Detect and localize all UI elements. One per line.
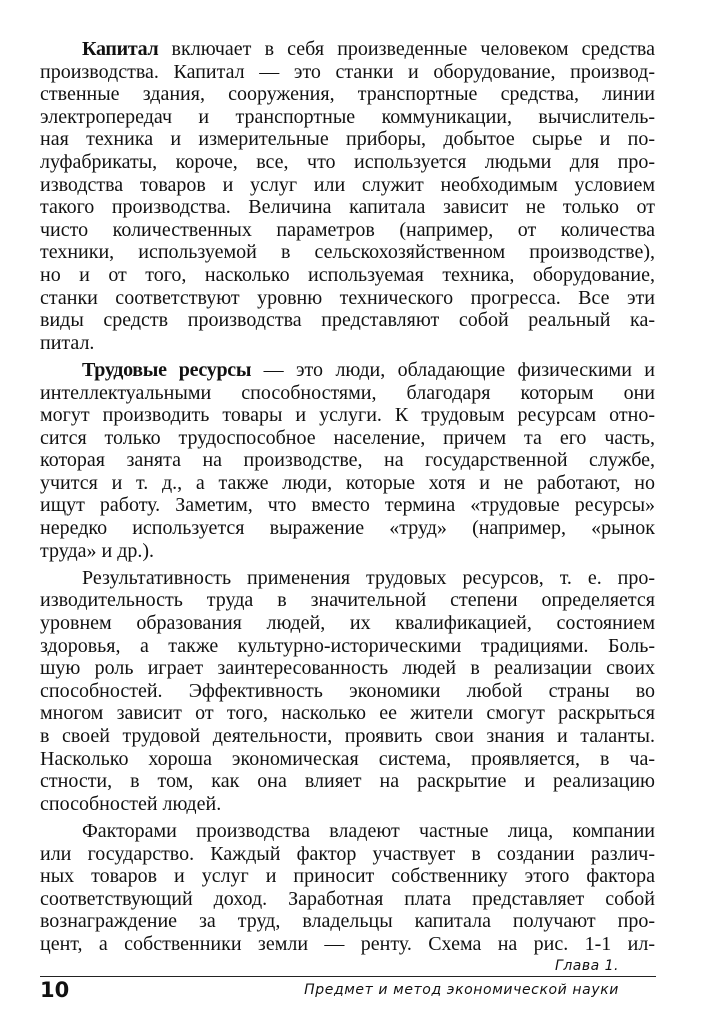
line-text: Насколько хороша экономическая система, проявляется, в ча- — [40, 747, 655, 770]
text-line — [40, 748, 655, 771]
running-footer-title: Предмет и метод экономической науки — [304, 982, 619, 998]
line-text: — это люди, обладающие физическими и — [251, 358, 655, 381]
footer-divider — [40, 976, 656, 977]
text-line — [40, 382, 655, 405]
text-line — [40, 843, 655, 866]
line-text: в своей трудовой деятельности, проявить свои знания и таланты. — [40, 725, 655, 747]
text-line — [40, 702, 655, 725]
line-text: вознаграждение за труд, владельцы капитала получают про- — [40, 910, 655, 933]
text-line — [40, 540, 655, 563]
line-text: могут производить товары и услуги. К трудовым ресурсам отно- — [40, 404, 655, 427]
line-text: цент, а собственники земли — ренту. Схема на рис. 1-1 ил- — [40, 932, 655, 955]
line-text: станки соответствуют уровню технического прогресса. Все эти — [40, 286, 655, 309]
line-text: питал. — [40, 331, 95, 354]
text-line — [40, 61, 655, 84]
running-footer-chapter: Глава 1. — [555, 958, 619, 974]
text-line — [40, 359, 655, 382]
line-text: соответствующий доход. Заработная плата представляет собой — [40, 887, 655, 910]
text-line — [40, 567, 655, 590]
text-line — [40, 517, 655, 540]
line-text: интеллектуальными способностями, благодаря которым они — [40, 381, 655, 404]
line-text: луфабрикаты, короче, все, что используется людьми для про- — [40, 150, 655, 173]
line-text: или государство. Каждый фактор участвует в создании различ- — [40, 842, 655, 865]
line-text: ственные здания, сооружения, транспортные средства, линии — [40, 83, 655, 106]
text-line — [40, 449, 655, 472]
text-line — [40, 494, 655, 517]
text-line — [40, 404, 655, 427]
text-line — [40, 427, 655, 450]
line-text: многом зависит от того, насколько ее жители смогут раскрыться — [40, 702, 655, 725]
line-text: учится и т. д., а также люди, которые хотя и не работают, но — [40, 471, 655, 494]
line-text: ная техника и измерительные приборы, добытое сырье и по- — [40, 128, 655, 151]
text-line — [40, 657, 655, 680]
line-text: которая занята на производстве, на государственной службе, — [40, 449, 655, 472]
paragraph — [40, 820, 655, 956]
text-line — [40, 612, 655, 635]
line-text: уровнем образования людей, их квалификацией, состоянием — [40, 612, 655, 635]
page-number: 10 — [40, 978, 70, 1002]
text-line — [40, 589, 655, 612]
line-text: нередко используется выражение «труд» (например, «рынок — [40, 517, 655, 540]
line-text: шую роль играет заинтересованность людей в реализации своих — [40, 657, 655, 680]
text-line — [40, 680, 655, 703]
text-line — [40, 472, 655, 495]
line-text: труда» и др.). — [40, 539, 155, 562]
line-text: Результативность применения трудовых ресурсов, т. е. про- — [82, 566, 655, 589]
line-text: способностей людей. — [40, 792, 222, 815]
text-line — [40, 933, 655, 956]
line-text: но и от того, насколько используемая техника, оборудование, — [40, 263, 655, 286]
text-line — [40, 264, 655, 287]
text-line — [40, 309, 655, 332]
text-line — [40, 888, 655, 911]
line-text: чисто количественных параметров (например, от количества — [40, 218, 655, 241]
line-text: стности, в том, как она влияет на раскрытие и реализацию — [40, 770, 655, 793]
text-line — [40, 38, 655, 61]
bold-term: Капитал — [82, 38, 159, 60]
text-line — [40, 865, 655, 888]
line-text: электропередач и транспортные коммуникации, вычислитель- — [40, 105, 655, 128]
line-text: ных товаров и услуг и приносит собственнику этого фактора — [40, 865, 655, 888]
text-line — [40, 635, 655, 658]
text-line — [40, 793, 655, 816]
paragraph — [40, 38, 655, 354]
text-line — [40, 174, 655, 197]
line-text: такого производства. Величина капитала зависит не только от — [40, 196, 655, 219]
body-text — [40, 38, 655, 960]
text-line — [40, 241, 655, 264]
text-line — [40, 128, 655, 151]
text-line — [40, 770, 655, 793]
line-text: ищут работу. Заметим, что вместо термина «трудовые ресурсы» — [40, 494, 655, 517]
text-line — [40, 219, 655, 242]
text-line — [40, 820, 655, 843]
text-line — [40, 287, 655, 310]
text-line — [40, 725, 655, 748]
paragraph — [40, 567, 655, 816]
line-text: способностей. Эффективность экономики любой страны во — [40, 679, 655, 702]
text-line — [40, 151, 655, 174]
line-text: техники, используемой в сельскохозяйственном производстве), — [40, 241, 655, 264]
line-text: изводства товаров и услуг или служит необходимым условием — [40, 173, 655, 196]
text-line — [40, 196, 655, 219]
text-line — [40, 332, 655, 355]
line-text: производства. Капитал — это станки и оборудование, производ- — [40, 60, 655, 83]
text-line — [40, 106, 655, 129]
line-text: включает в себя произведенные человеком средства — [158, 38, 655, 60]
line-text: виды средств производства представляют собой реальный ка- — [40, 309, 655, 332]
line-text: Факторами производства владеют частные лица, компании — [82, 819, 655, 842]
text-line — [40, 83, 655, 106]
text-line — [40, 910, 655, 933]
bold-term: Трудовые ресурсы — [82, 358, 252, 381]
line-text: изводительность труда в значительной степени определяется — [40, 589, 655, 612]
paragraph — [40, 359, 655, 562]
line-text: сится только трудоспособное население, причем та его часть, — [40, 426, 655, 449]
line-text: здоровья, а также культурно-историческими традициями. Боль- — [40, 634, 655, 657]
